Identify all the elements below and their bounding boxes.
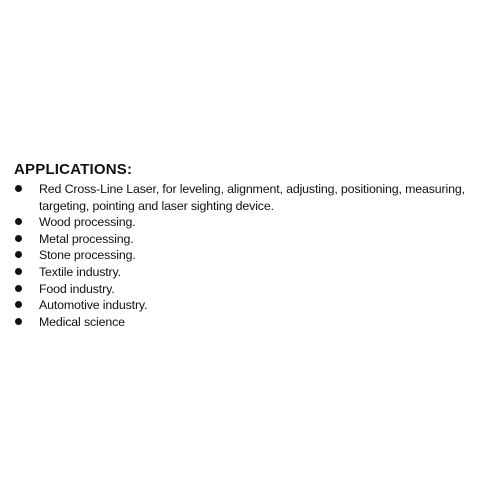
list-item-text: Stone processing. (39, 248, 136, 263)
list-item-text: Food industry. (39, 281, 115, 296)
bullet-icon (15, 251, 22, 258)
bullet-icon (15, 218, 22, 225)
list-item-text: Textile industry. (39, 264, 121, 279)
list-item (14, 281, 490, 298)
bullet-icon (15, 268, 22, 275)
bullet-icon (15, 185, 22, 192)
list-item-text: Automotive industry. (39, 298, 148, 313)
list-item-text: Metal processing. (39, 231, 134, 246)
list-item (14, 297, 490, 314)
list-item (14, 264, 490, 281)
bullet-icon (15, 318, 22, 325)
applications-list (14, 181, 490, 330)
list-item-text: Red Cross-Line Laser, for leveling, alignment, adjusting, positioning, measuring, targeting, pointing and laser sighting device. (39, 182, 465, 213)
applications-section (14, 161, 490, 330)
list-item (14, 214, 490, 231)
bullet-icon (15, 301, 22, 308)
list-item-text: Medical science (39, 314, 125, 329)
list-item (14, 314, 490, 331)
list-item (14, 181, 490, 214)
list-item (14, 231, 490, 248)
applications-heading: APPLICATIONS: (14, 161, 133, 178)
bullet-icon (15, 285, 22, 292)
list-item (14, 247, 490, 264)
bullet-icon (15, 235, 22, 242)
list-item-text: Wood processing. (39, 215, 136, 230)
